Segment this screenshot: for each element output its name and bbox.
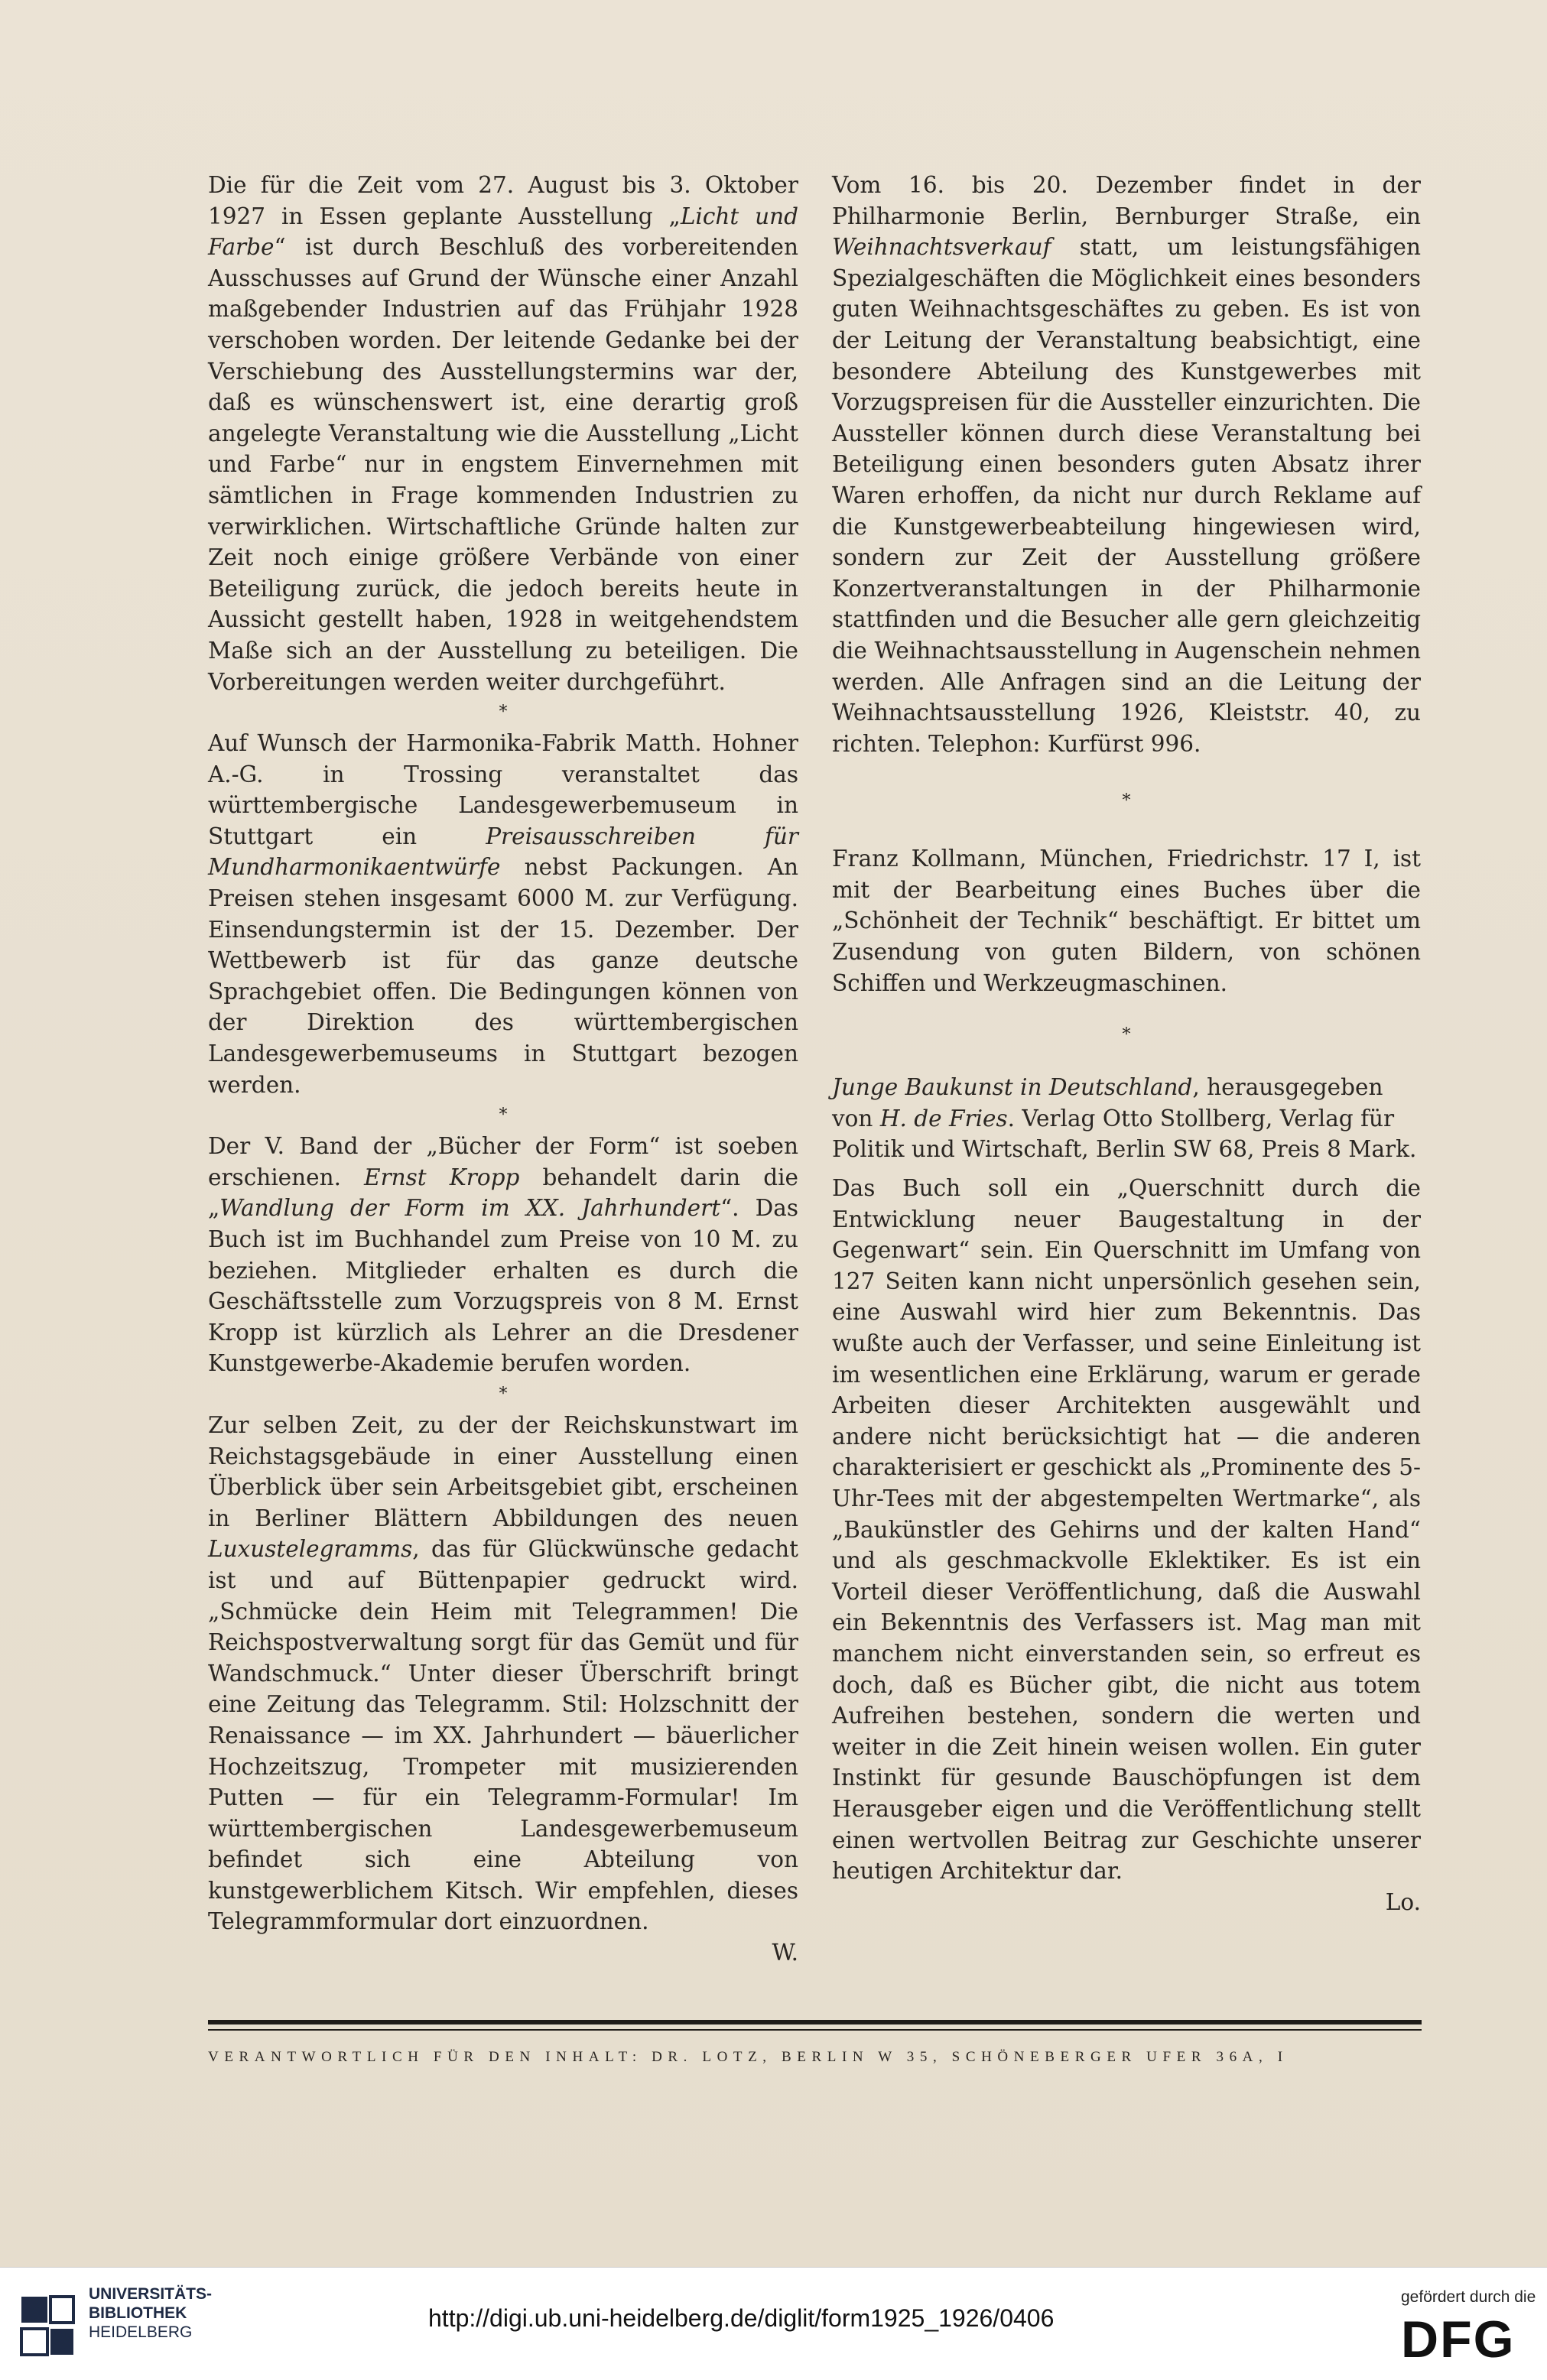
article-luxustelegramm: Zur selben Zeit, zu der der Reichskunstwart im Reichstagsgebäude in einer Ausstellung einen Überblick über sein Arbeitsgebiet gibt, erscheinen in Berliner Blättern Abbildungen des neuen Luxustelegramms, das für Glückwünsche gedacht ist und auf Büttenpapier gedruckt wird. „Schmücke dein Heim mit Telegrammen! Die Reichspostverwaltung sorgt für das Gemüt und für Wandschmuck.“ Unter dieser Überschrift bringt eine Zeitung das Telegramm. Stil: Holzschnitt der Renaissance — im XX. Jahrhundert — bäuerlicher Hochzeitszug, Trompeter mit musizierenden Putten — für ein Telegramm-Formular! Im württembergischen Landesgewerbemuseum befindet sich eine Abteilung von kunstgewerblichem Kitsch. Wir empfehlen, dieses Telegrammformular dort einzuordnen. bbox=[208, 1411, 798, 1935]
funding-caption: gefördert durch die bbox=[1401, 2288, 1536, 2306]
footer-rule-thin bbox=[208, 2029, 1422, 2031]
article-weihnachtsverkauf: Vom 16. bis 20. Dezember findet in der Philharmonie Berlin, Bernburger Straße, ein Weihnachtsverkauf statt, um leistungsfähigen Spezialgeschäften die Möglichkeit eines besonders guten Weihnachtsgeschäftes zu geben. Es ist von der Leitung der Veranstaltung beabsichtigt, eine besondere Abteilung des Kunstgewerbes mit Vorzugspreisen für die Aussteller einzurichten. Die Aussteller können durch diese Veranstaltung bei Beteiligung einen besonders guten Absatz ihrer Waren erhoffen, da nicht nur durch Reklame auf die Kunstgewerbeabteilung hingewiesen wird, sondern zur Zeit der Ausstellung größere Konzertveranstaltungen in der Philharmonie stattfinden und die Besucher alle gern gleichzeitig die Weihnachtsausstellung in Augenschein nehmen werden. Alle Anfragen sind an die Leitung der Weihnachtsausstellung 1926, Kleiststr. 40, zu richten. Telephon: Kurfürst 996. bbox=[832, 172, 1421, 757]
section-separator: * bbox=[499, 1106, 508, 1125]
footer-rule-thick bbox=[208, 2020, 1422, 2024]
permalink-url[interactable]: http://digi.ub.uni-heidelberg.de/diglit/form1925_1926/0406 bbox=[428, 2304, 1055, 2332]
imprint-line: VERANTWORTLICH FÜR DEN INHALT: DR. LOTZ, BERLIN W 35, SCHÖNEBERGER UFER 36A, I bbox=[208, 2049, 1289, 2065]
article-buecher-der-form: Der V. Band der „Bücher der Form“ ist soeben erschienen. Ernst Kropp behandelt darin die „Wandlung der Form im XX. Jahrhundert“. Das Buch ist im Buchhandel zum Preise von 10 M. zu beziehen. Mitglieder erhalten es durch die Geschäftsstelle zum Vorzugspreis von 8 M. Ernst Kropp ist kürzlich als Lehrer an die Dresdener Kunstgewerbe-Akademie berufen worden. bbox=[208, 1133, 798, 1377]
library-name: UNIVERSITÄTS- BIBLIOTHEK HEIDELBERG bbox=[89, 2285, 213, 2341]
article-hohner-preisausschreiben: Auf Wunsch der Harmonika-Fabrik Matth. Hohner A.-G. in Trossing veranstaltet das württembergische Landesgewerbemuseum in Stuttgart ein Preisausschreiben für Mundharmonikaentwürfe nebst Packungen. An Preisen stehen insgesamt 6000 M. zur Verfügung. Einsendungstermin ist der 15. Dezember. Der Wettbewerb ist für das ganze deutsche Sprachgebiet offen. Die Bedingungen können von der Direktion des württembergischen Landesgewerbemuseums in Stuttgart bezogen werden. bbox=[208, 730, 798, 1098]
author-signature: Lo. bbox=[1385, 1888, 1421, 1915]
article-kollmann: Franz Kollmann, München, Friedrichstr. 17 I, ist mit der Bearbeitung eines Buches über die „Schönheit der Technik“ beschäftigt. Er bittet um Zusendung von guten Bildern, von schönen Schiffen und Werkzeugmaschinen. bbox=[832, 846, 1421, 996]
dfg-logo: DFG bbox=[1401, 2310, 1516, 2369]
book-review-heading: Junge Baukunst in Deutschland, herausgegeben von H. de Fries. Verlag Otto Stollberg, Verlag für Politik und Wirtschaft, Berlin SW 68, Preis 8 Mark. bbox=[832, 1074, 1417, 1163]
signature-line bbox=[208, 1937, 798, 1969]
section-separator: * bbox=[1122, 1025, 1131, 1045]
left-column bbox=[208, 170, 798, 1969]
university-library-logo-icon bbox=[17, 2289, 78, 2362]
section-separator: * bbox=[1122, 791, 1131, 811]
section-separator: * bbox=[499, 1384, 508, 1404]
right-column bbox=[832, 170, 1421, 1917]
article-licht-und-farbe: Die für die Zeit vom 27. August bis 3. Oktober 1927 in Essen geplante Ausstellung „Licht und Farbe“ ist durch Beschluß des vorbereitenden Ausschusses auf Grund der Wünsche einer Anzahl maßgebender Industrien auf das Frühjahr 1928 verschoben worden. Der leitende Gedanke bei der Verschiebung des Ausstellungstermins war der, daß es wünschenswert ist, eine derartig groß angelegte Veranstaltung wie die Ausstellung „Licht und Farbe“ nur in engstem Einvernehmen mit sämtlichen in Frage kommenden Industrien zu verwirklichen. Wirtschaftliche Gründe halten zur Zeit noch einige größere Verbände von einer Beteiligung zurück, die jedoch bereits heute in Aussicht gestellt haben, 1928 in weitgehendstem Maße sich an der Ausstellung zu beteiligen. Die Vorbereitungen werden weiter durchgeführt. bbox=[208, 172, 799, 695]
section-separator: * bbox=[499, 703, 508, 722]
author-signature: W. bbox=[772, 1940, 798, 1966]
signature-line bbox=[832, 1887, 1421, 1918]
book-review-text: Das Buch soll ein „Querschnitt durch die Entwicklung neuer Baugestaltung in der Gegenwart“ sein. Ein Querschnitt im Umfang von 127 Seiten kann nicht unpersönlich gesehen sein, eine Auswahl wird hier zum Bekenntnis. Das wußte auch der Verfasser, und seine Einleitung ist im wesentlichen eine Erklärung, warum er gerade Arbeiten dieser Architekten ausgewählt und andere nicht berücksichtigt hat — die anderen charakterisiert er geschickt als „Prominente des 5-Uhr-Tees mit der abgestempelten Wertmarke“, als „Baukünstler des Gehirns und der kalten Hand“ und als geschmackvolle Eklektiker. Es ist ein Vorteil dieser Veröffentlichung, daß die Auswahl ein Bekenntnis des Verfassers ist. Mag man mit manchem nicht einverstanden sein, so erfreut es doch, daß es Bücher gibt, die nicht aus totem Aufreihen bestehen, sondern die werten und weiter in die Zeit hinein weisen wollen. Ein guter Instinkt für gesunde Bauschöpfungen ist dem Herausgeber eigen und die Veröffentlichung stellt einen wertvollen Beitrag zur Geschichte unserer heutigen Architektur dar. bbox=[832, 1175, 1421, 1885]
